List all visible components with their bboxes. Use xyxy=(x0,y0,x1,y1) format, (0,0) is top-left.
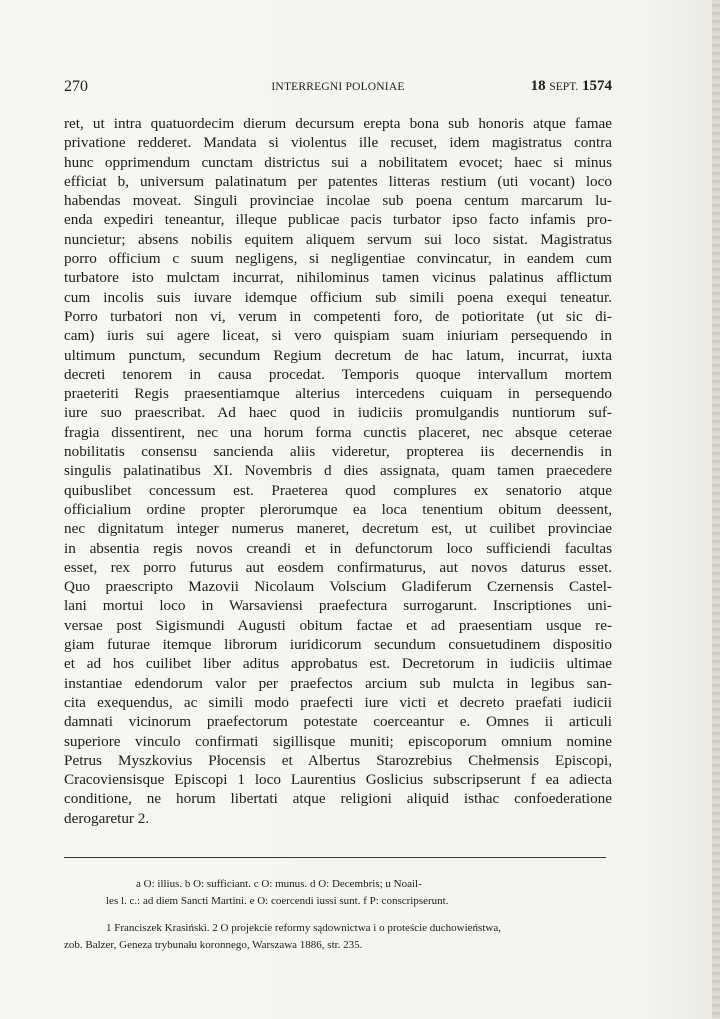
running-header xyxy=(64,78,612,100)
text-line: singulis palatinatibus XI. Novembris d dies assignata, quam tamen praecedere xyxy=(64,462,612,480)
text-line: cita exequendus, ac simili modo praefecti iure victi et decreto praefati iudicii xyxy=(64,693,612,711)
date-year: 1574 xyxy=(582,78,612,94)
text-line: lani mortui loco in Warsaviensi praefectura surrogarunt. Inscriptiones uni- xyxy=(64,597,612,615)
text-line: privatione redderet. Mandata si violentus ille recuset, idem magistratus contra xyxy=(64,134,612,152)
page-number: 270 xyxy=(64,78,88,95)
text-line: instantiae edendorum valor per praefectos arcium sub mulcta in legibus san- xyxy=(64,674,612,692)
date-day: 18 xyxy=(530,78,546,94)
text-line: ultimum punctum, secundum Regium decretum de hac latum, incurrat, iuxta xyxy=(64,346,612,364)
text-line: quibuslibet concessum est. Praeterea quod complures ex senatorio atque xyxy=(64,481,612,499)
text-line: turbatore isto mulctam incurrat, nihilominus tamen vicinus palatinus afflictum xyxy=(64,269,612,287)
editorial-note-line: zob. Balzer, Geneza trybunału koronnego, Warszawa 1886, str. 235. xyxy=(64,939,363,951)
text-line: efficiat b, universum palatinatum per patentes litteras restium (uti vocant) loco xyxy=(64,172,612,190)
running-title: INTERREGNI POLONIAE xyxy=(271,81,405,93)
text-line: cum incolis suis iuvare idemque officium sub simili poena exequi teneatur. xyxy=(64,288,612,306)
text-line: Porro turbatori non vi, verum in competenti foro, de potioritate (ut sic di- xyxy=(64,307,612,325)
text-line: habendas moveat. Singuli provinciae incolae sub poena centum marcarum lu- xyxy=(64,192,612,210)
page-edge-shadow xyxy=(712,0,720,1019)
main-text xyxy=(64,114,612,828)
text-line: officialium ordine propter plerorumque ea loca tenentium obitum deessent, xyxy=(64,500,612,518)
text-line: porro officium c suum negligens, si negligentiae convincatur, in eandem cum xyxy=(64,250,612,268)
date-month: SEPT. xyxy=(549,81,579,93)
text-line: Cracoviensisque Episcopi 1 loco Laurentius Goslicius subscripserunt f ea adiecta xyxy=(64,771,612,789)
text-line: praeteriti Regis praesentiamque alterius intercedens cuiquam in persequendo xyxy=(64,385,612,403)
variant-note-line: les l. c.: ad diem Sancti Martini. e O: coercendi iussi sunt. f P: conscripserunt. xyxy=(106,895,449,907)
editorial-note-line: 1 Franciszek Krasiński. 2 O projekcie reformy sądownictwa i o proteście duchowieństwa, xyxy=(106,922,501,934)
text-line: damnati vicinorum praefectorum potestate coerceantur e. Omnes ii articuli xyxy=(64,713,612,731)
text-line: Quo praescripto Mazovii Nicolaum Volscium Gladiferum Czernensis Castel- xyxy=(64,578,612,596)
text-line: superiore vinculo confirmati sigillisque muniti; episcoporum omnium nomine xyxy=(64,732,612,750)
text-line: in absentia regis novos creandi et in defunctorum loco sufficiendi facultas xyxy=(64,539,612,557)
text-line: nuncietur; absens nobilis equitem aliquem servum sui loco sistat. Magistratus xyxy=(64,230,612,248)
text-line: esset, rex porro futurus aut eosdem confirmaturus, aut novos daturus esset. xyxy=(64,558,612,576)
text-line: versae post Sigismundi Augusti obitum factae et ad praesentiam usque re- xyxy=(64,616,612,634)
footnote-divider xyxy=(64,857,606,858)
text-line: nobilitatis consensu sancienda aliis videretur, propterea iis decernendis in xyxy=(64,443,612,461)
text-line: ret, ut intra quatuordecim dierum decursum erepta bona sub honoris atque famae xyxy=(64,115,612,132)
text-line: derogaretur 2. xyxy=(64,809,150,827)
text-line: hunc opprimendum cunctam districtus sui a nobilitatem evocet; haec si minus xyxy=(64,153,612,171)
text-line: cam) iuris sui agere liceat, si vero quispiam suam iniuriam persequendo in xyxy=(64,327,612,345)
text-line: giam futurae itemque librorum iuridicorum secundum consuetudinem dispositio xyxy=(64,636,612,654)
text-line: enda expediri teneantur, illeque publicae pacis turbator ipso facto infamis pro- xyxy=(64,211,612,229)
text-line: conditione, ne horum libertati atque religioni aliquid isthac confoederatione xyxy=(64,790,612,808)
text-line: Petrus Myszkovius Płocensis et Albertus Starozrebius Chełmensis Episcopi, xyxy=(64,751,612,769)
text-line: fragia dissentirent, nec una horum forma cunctis placeret, nec absque ceterae xyxy=(64,423,612,441)
text-line: nec dignitatum integer numerus maneret, decretum est, ut cuilibet provinciae xyxy=(64,520,612,538)
running-date xyxy=(531,78,612,95)
text-line: et ad hos cuilibet liber aditus approbatus est. Decretorum in iudiciis ultimae xyxy=(64,655,612,673)
text-line: decreti tenorem in causa procedat. Temporis quoque intervallum mortem xyxy=(64,365,612,383)
variant-note-line: a O: illius. b O: sufficiant. c O: munus. d O: Decembris; u Noail- xyxy=(136,878,422,890)
footnotes xyxy=(64,876,612,954)
text-line: iure suo praescribat. Ad haec quod in iudiciis promulgandis nuntiorum suf- xyxy=(64,404,612,422)
